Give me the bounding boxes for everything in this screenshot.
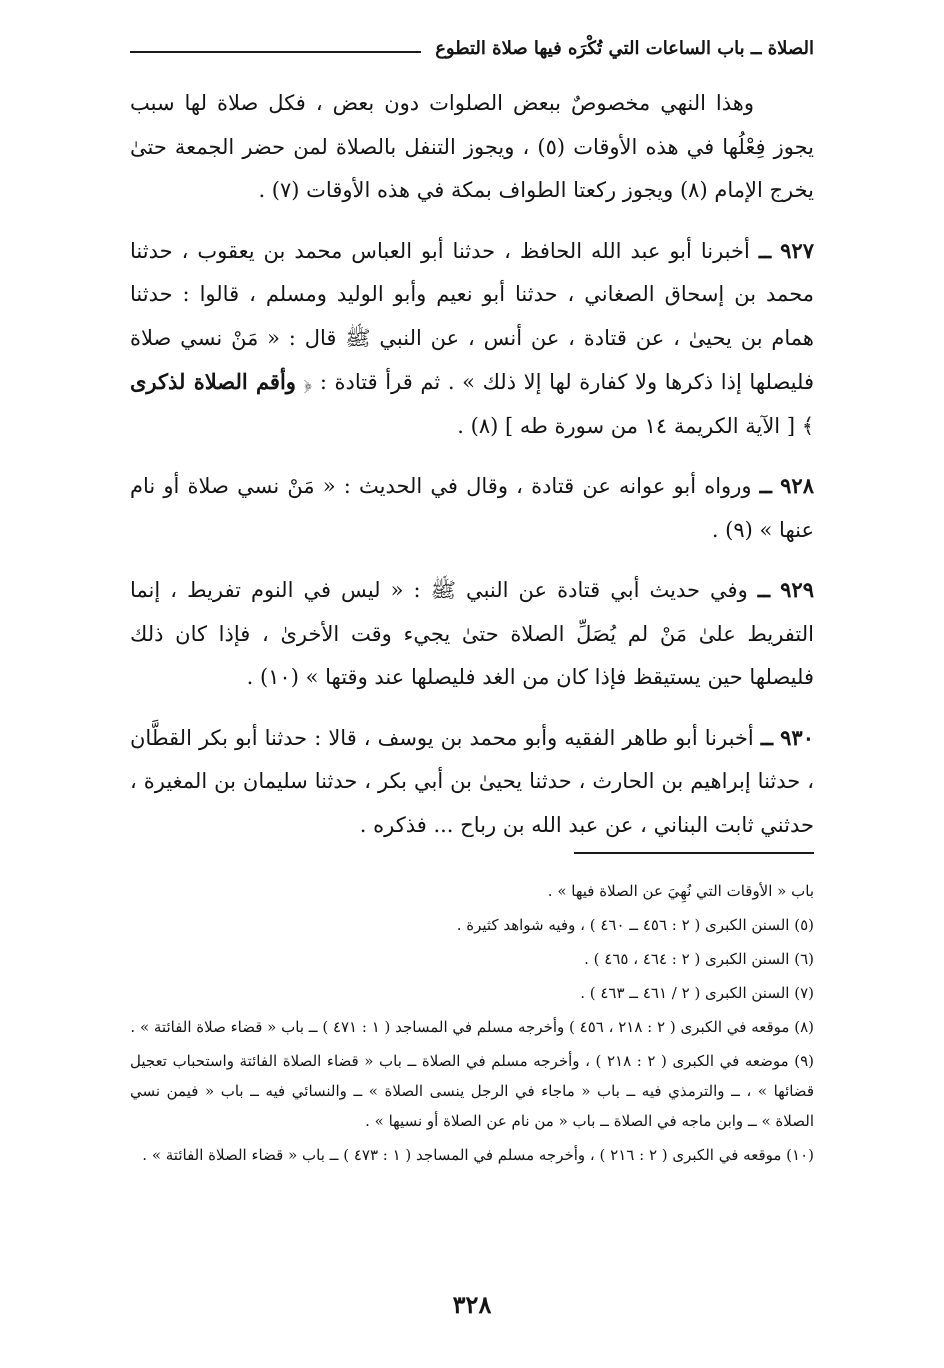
footnote-separator [574, 852, 814, 854]
hadith-930 [130, 716, 814, 848]
footnote-item: (٨) موقعه في الكبرى ( ٢ : ٢١٨ ، ٤٥٦ ) وأخرجه مسلم في المساجد ( ١ : ٤٧١ ) ــ باب « قضاء صلاة الفائتة » . [130, 1018, 814, 1036]
hadith-text: وفي حديث أبي قتادة عن النبي ﷺ : « ليس في النوم تفريط ، إنما التفريط علىٰ مَنْ لم يُصَلِّ الصلاة حتىٰ يجيء وقت الأخرىٰ ، فإذا كان ذلك فليصلها حين يستيقظ فإذا كان من الغد فليصلها عند وقتها » (١٠) . [130, 578, 814, 689]
hadith-number: ٩٢٧ [780, 237, 814, 263]
hadith-dash: ــ [760, 724, 774, 750]
footnote-item: (٦) السنن الكبرى ( ٢ : ٤٦٤ ، ٤٦٥ ) . [584, 950, 814, 968]
footnote-item: باب « الأوقات التي نُهِيَ عن الصلاة فيها » . [547, 882, 814, 900]
footnote-item: (٩) موضعه في الكبرى ( ٢ : ٢١٨ ) ، وأخرجه مسلم في الصلاة ــ باب « قضاء الصلاة الفائتة واستحباب تعجيل قضائها » ، ــ والترمذي فيه ــ باب « ماجاء في الرجل ينسى الصلاة » ــ والنسائي فيه ــ باب « فيمن نسي الصلاة » ــ وابن ماجه في الصلاة ــ باب « من نام عن الصلاة أو نسيها » . [130, 1052, 815, 1130]
hadith-dash: ــ [758, 237, 772, 263]
hadith-text: أخبرنا أبو عبد الله الحافظ ، حدثنا أبو العباس محمد بن يعقوب ، حدثنا محمد بن إسحاق الصغاني ، حدثنا أبو نعيم وأبو الوليد ومسلم ، قالوا : حدثنا همام بن يحيىٰ ، عن قتادة ، عن أنس ، عن النبي ﷺ قال : « مَنْ نسي صلاة فليصلها إذا ذكرها ولا كفارة لها إلا ذلك » . ثم قرأ قتادة : ﴿ [130, 238, 814, 394]
footnote-item: (٥) السنن الكبرى ( ٢ : ٤٥٦ ــ ٤٦٠ ) ، وفيه شواهد كثيرة . [456, 916, 814, 934]
hadith-text: أخبرنا أبو طاهر الفقيه وأبو محمد بن يوسف ، قالا : حدثنا أبو بكر القطَّان ، حدثنا إبراهيم بن الحارث ، حدثنا يحيىٰ بن أبي بكر ، حدثنا سليمان بن المغيرة ، حدثني ثابت البناني ، عن عبد الله بن رباح ... فذكره . [130, 725, 814, 837]
hadith-number: ٩٢٩ [780, 577, 814, 602]
hadith-928 [130, 464, 814, 552]
hadith-dash: ــ [757, 577, 771, 602]
quran-verse: وأقم الصلاة لذكرى [130, 369, 296, 394]
hadith-text-tail: ﴾ [ الآية الكريمة ١٤ من سورة طه ] (٨) . [457, 413, 814, 438]
running-header [130, 30, 814, 66]
hadith-number: ٩٢٨ [780, 473, 814, 498]
hadith-text: ورواه أبو عوانه عن قتادة ، وقال في الحديث : « مَنْ نسي صلاة أو نام عنها » (٩) . [130, 474, 814, 542]
footnote-item: (١٠) موقعه في الكبرى ( ٢ : ٢١٦ ) ، وأخرجه مسلم في المساجد ( ١ : ٤٧٣ ) ــ باب « قضاء الصلاة الفائتة » . [142, 1146, 814, 1164]
hadith-929 [130, 568, 814, 700]
paragraph-text: وهذا النهي مخصوصٌ ببعض الصلوات دون بعض ، فكل صلاة لها سبب يجوز فِعْلُها في هذه الأوقات (٥) ، ويجوز التنفل بالصلاة لمن حضر الجمعة حتىٰ يخرج الإمام (٨) ويجوز ركعتا الطواف بمكة في هذه الأوقات (٧) . [130, 91, 814, 202]
footnotes [130, 876, 814, 1174]
header-title: الصلاة ــ باب الساعات التي تُكْرَه فيها صلاة التطوع [435, 37, 814, 59]
hadith-number: ٩٣٠ [780, 724, 814, 750]
hadith-927 [130, 229, 814, 449]
header-rule [130, 51, 421, 53]
page-number: ٣٢٨ [452, 1290, 492, 1319]
main-text [130, 82, 814, 863]
footnote-item: (٧) السنن الكبرى ( ٢ / ٤٦١ ــ ٤٦٣ ) . [580, 984, 814, 1002]
hadith-dash: ــ [759, 473, 772, 498]
paragraph-intro [130, 82, 814, 213]
